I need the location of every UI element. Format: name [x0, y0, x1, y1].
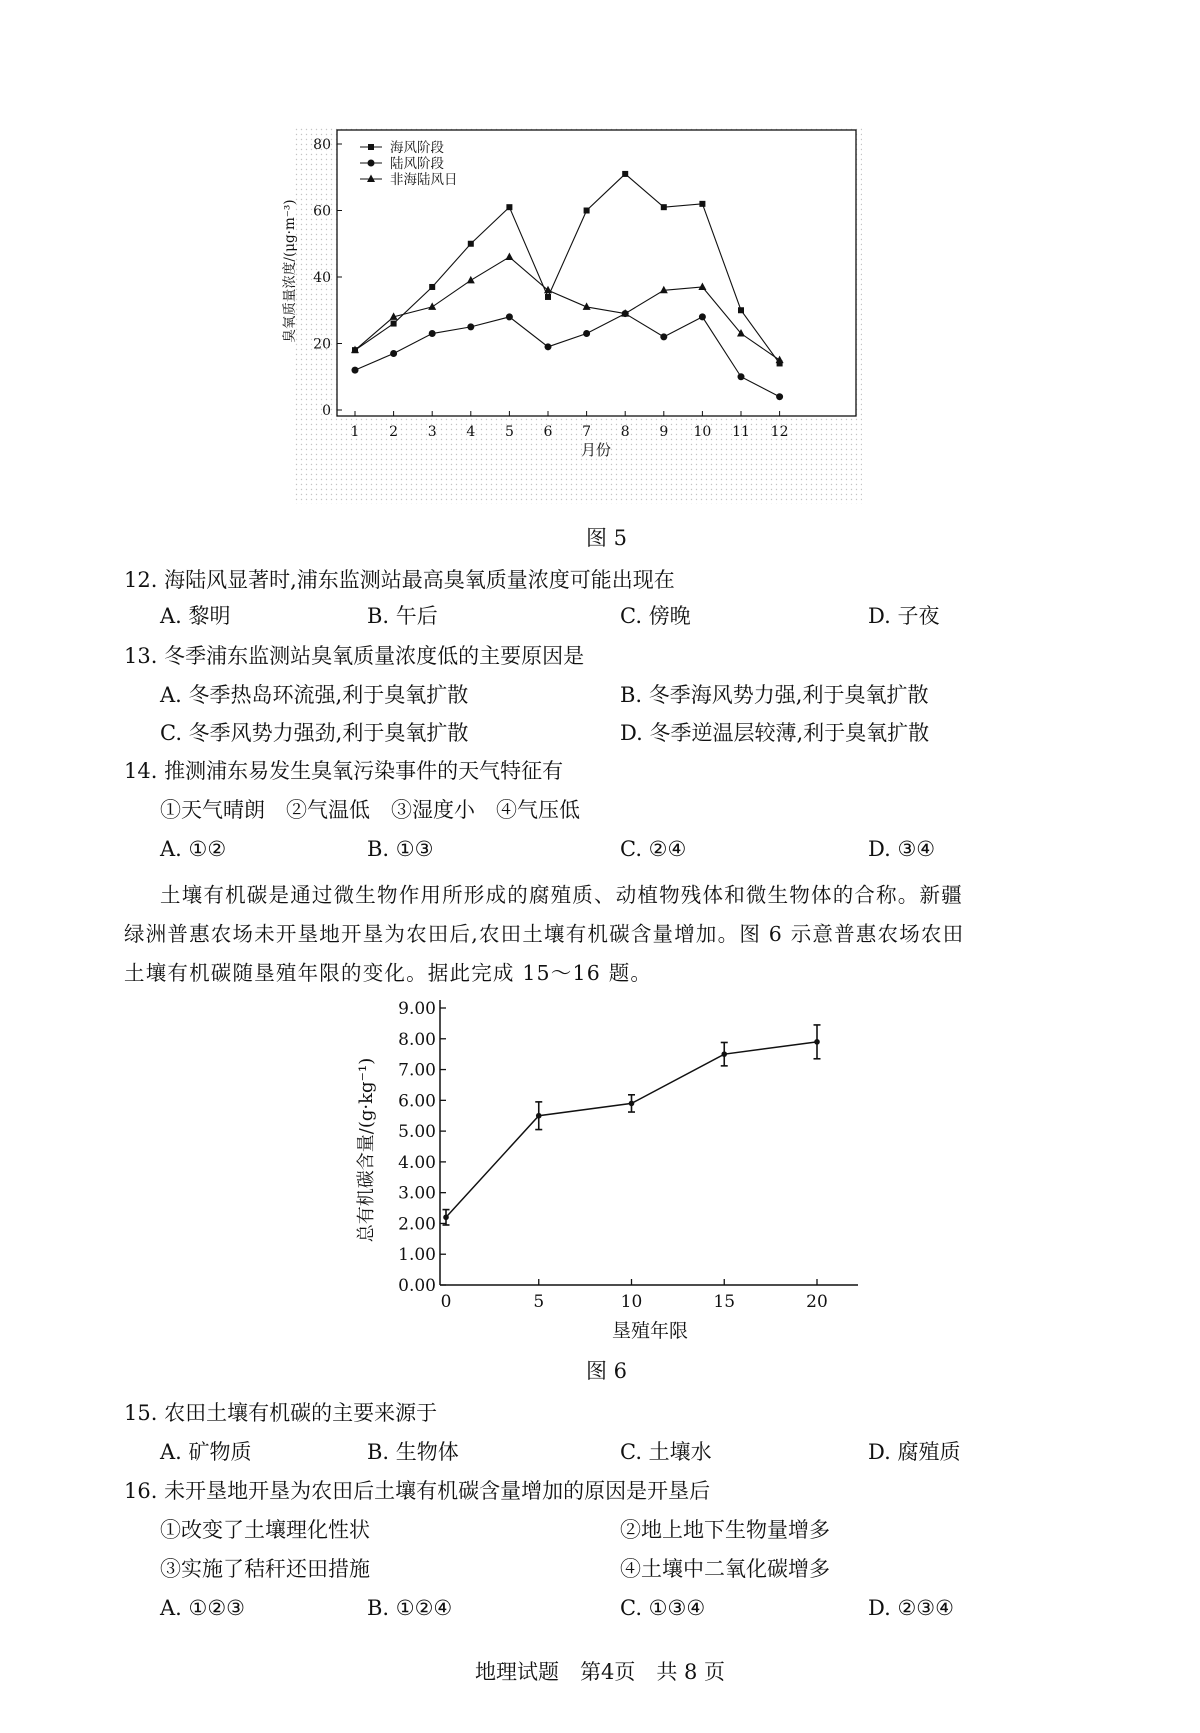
- figure-5-chart: [282, 128, 900, 508]
- x-tick-label: 9: [659, 424, 669, 440]
- data-point: [699, 313, 706, 320]
- data-point: [390, 350, 397, 357]
- y-axis-label: 总有机碳含量/(g·kg⁻¹): [356, 1057, 377, 1243]
- x-tick-label: 20: [806, 1292, 828, 1312]
- y-tick-label: 0: [322, 403, 331, 419]
- data-point: [738, 307, 744, 313]
- q12-option-c[interactable]: C. 傍晚: [620, 604, 691, 628]
- data-point: [661, 204, 667, 210]
- q12-option-b[interactable]: B. 午后: [367, 604, 438, 628]
- q13-option-d[interactable]: D. 冬季逆温层较薄,利于臭氧扩散: [620, 721, 930, 745]
- data-point: [583, 330, 590, 337]
- y-tick-label: 40: [313, 270, 331, 286]
- q15-option-c[interactable]: C. 土壤水: [620, 1440, 712, 1464]
- q13-option-a[interactable]: A. 冬季热岛环流强,利于臭氧扩散: [160, 683, 469, 707]
- q16-option-b[interactable]: B. ①②④: [367, 1596, 453, 1620]
- data-point: [776, 393, 783, 400]
- series-line: [446, 1042, 817, 1217]
- q15-option-b[interactable]: B. 生物体: [367, 1440, 459, 1464]
- x-tick-label: 1: [350, 424, 360, 440]
- y-tick-label: 6.00: [398, 1091, 436, 1112]
- data-point: [429, 284, 435, 290]
- x-tick-label: 5: [504, 424, 514, 440]
- y-tick-label: 8.00: [398, 1029, 436, 1050]
- data-point: [443, 1214, 449, 1220]
- y-axis-label: 臭氧质量浓度/(μg·m⁻³): [282, 199, 298, 343]
- data-point: [467, 323, 474, 330]
- y-tick-label: 7.00: [398, 1060, 436, 1081]
- data-point: [721, 1051, 727, 1057]
- page-footer: 地理试题 第4页 共 8 页: [474, 1660, 726, 1684]
- x-tick-label: 5: [533, 1292, 545, 1312]
- data-point: [738, 373, 745, 380]
- data-point: [814, 1039, 820, 1045]
- question-13-stem: 13. 冬季浦东监测站臭氧质量浓度低的主要原因是: [124, 644, 585, 668]
- question-15-stem: 15. 农田土壤有机碳的主要来源于: [124, 1401, 438, 1425]
- x-tick-label: 0: [440, 1292, 452, 1312]
- q16-option-a[interactable]: A. ①②③: [160, 1596, 245, 1620]
- figure-6-chart: [350, 990, 870, 1350]
- data-point: [699, 201, 705, 207]
- q16-statement-1: ①改变了土壤理化性状: [160, 1518, 370, 1542]
- q16-option-d[interactable]: D. ②③④: [868, 1596, 954, 1620]
- intro-line-3: 土壤有机碳随垦殖年限的变化。据此完成 15～16 题。: [124, 961, 653, 985]
- data-point: [506, 204, 512, 210]
- y-tick-label: 3.00: [398, 1183, 436, 1204]
- data-point: [584, 208, 590, 214]
- q12-option-d[interactable]: D. 子夜: [868, 604, 940, 628]
- data-point: [391, 321, 397, 327]
- data-point: [629, 1101, 635, 1107]
- q14-option-c[interactable]: C. ②④: [620, 837, 687, 861]
- y-tick-label: 0.00: [398, 1276, 436, 1296]
- x-tick-label: 15: [713, 1292, 736, 1312]
- y-tick-label: 9.00: [398, 999, 436, 1019]
- legend-marker: [368, 144, 374, 150]
- y-tick-label: 4.00: [398, 1152, 436, 1173]
- q14-option-a[interactable]: A. ①②: [160, 837, 227, 861]
- data-point: [429, 330, 436, 337]
- q13-option-b[interactable]: B. 冬季海风势力强,利于臭氧扩散: [620, 683, 929, 707]
- x-tick-label: 2: [389, 424, 399, 440]
- data-point: [545, 343, 552, 350]
- question-12-stem: 12. 海陆风显著时,浦东监测站最高臭氧质量浓度可能出现在: [124, 568, 675, 592]
- data-point: [545, 294, 551, 300]
- data-point: [660, 333, 667, 340]
- data-point: [506, 313, 513, 320]
- y-tick-label: 80: [313, 137, 331, 153]
- q16-statement-2: ②地上地下生物量增多: [620, 1518, 830, 1542]
- y-tick-label: 20: [313, 336, 331, 353]
- figure-6-caption: 图 6: [586, 1359, 628, 1383]
- x-tick-label: 11: [732, 424, 750, 440]
- x-tick-label: 3: [427, 424, 437, 440]
- q16-statement-3: ③实施了秸秆还田措施: [160, 1557, 370, 1581]
- legend-label: 海风阶段: [390, 140, 444, 156]
- x-tick-label: 10: [693, 424, 712, 440]
- question-14-stem: 14. 推测浦东易发生臭氧污染事件的天气特征有: [124, 759, 564, 783]
- q14-option-d[interactable]: D. ③④: [868, 837, 936, 861]
- y-tick-label: 5.00: [398, 1122, 436, 1143]
- q14-option-b[interactable]: B. ①③: [367, 837, 434, 861]
- figure-5-caption: 图 5: [586, 526, 628, 550]
- x-axis-label: 垦殖年限: [611, 1320, 689, 1342]
- x-tick-label: 10: [620, 1292, 643, 1312]
- y-tick-label: 2.00: [398, 1214, 436, 1235]
- x-tick-label: 6: [543, 424, 553, 440]
- q15-option-a[interactable]: A. 矿物质: [160, 1440, 252, 1464]
- intro-line-2: 绿洲普惠农场未开垦地开垦为农田后,农田土壤有机碳含量增加。图 6 示意普惠农场农田: [124, 922, 965, 946]
- question-16-stem: 16. 未开垦地开垦为农田后土壤有机碳含量增加的原因是开垦后: [124, 1479, 711, 1503]
- x-tick-label: 8: [620, 424, 630, 440]
- x-axis-label: 月份: [580, 441, 612, 459]
- y-tick-label: 60: [313, 203, 331, 220]
- q16-option-c[interactable]: C. ①③④: [620, 1596, 706, 1620]
- q15-option-d[interactable]: D. 腐殖质: [868, 1440, 961, 1464]
- q13-option-c[interactable]: C. 冬季风势力强劲,利于臭氧扩散: [160, 721, 469, 745]
- q16-statement-4: ④土壤中二氧化碳增多: [620, 1557, 830, 1581]
- data-point: [468, 241, 474, 247]
- x-tick-label: 4: [466, 424, 476, 440]
- y-tick-label: 1.00: [398, 1245, 436, 1266]
- q14-statements: ①天气晴朗 ②气温低 ③湿度小 ④气压低: [160, 798, 580, 822]
- q12-option-a[interactable]: A. 黎明: [160, 604, 231, 628]
- intro-line-1: 土壤有机碳是通过微生物作用所形成的腐殖质、动植物残体和微生物体的合称。新疆: [160, 883, 963, 907]
- x-tick-label: 7: [582, 424, 592, 440]
- data-point: [352, 367, 359, 374]
- legend-marker: [368, 160, 375, 167]
- legend-label: 陆风阶段: [390, 156, 444, 172]
- x-tick-label: 12: [770, 424, 789, 440]
- data-point: [536, 1113, 542, 1119]
- legend-label: 非海陆风日: [390, 172, 458, 188]
- data-point: [622, 171, 628, 177]
